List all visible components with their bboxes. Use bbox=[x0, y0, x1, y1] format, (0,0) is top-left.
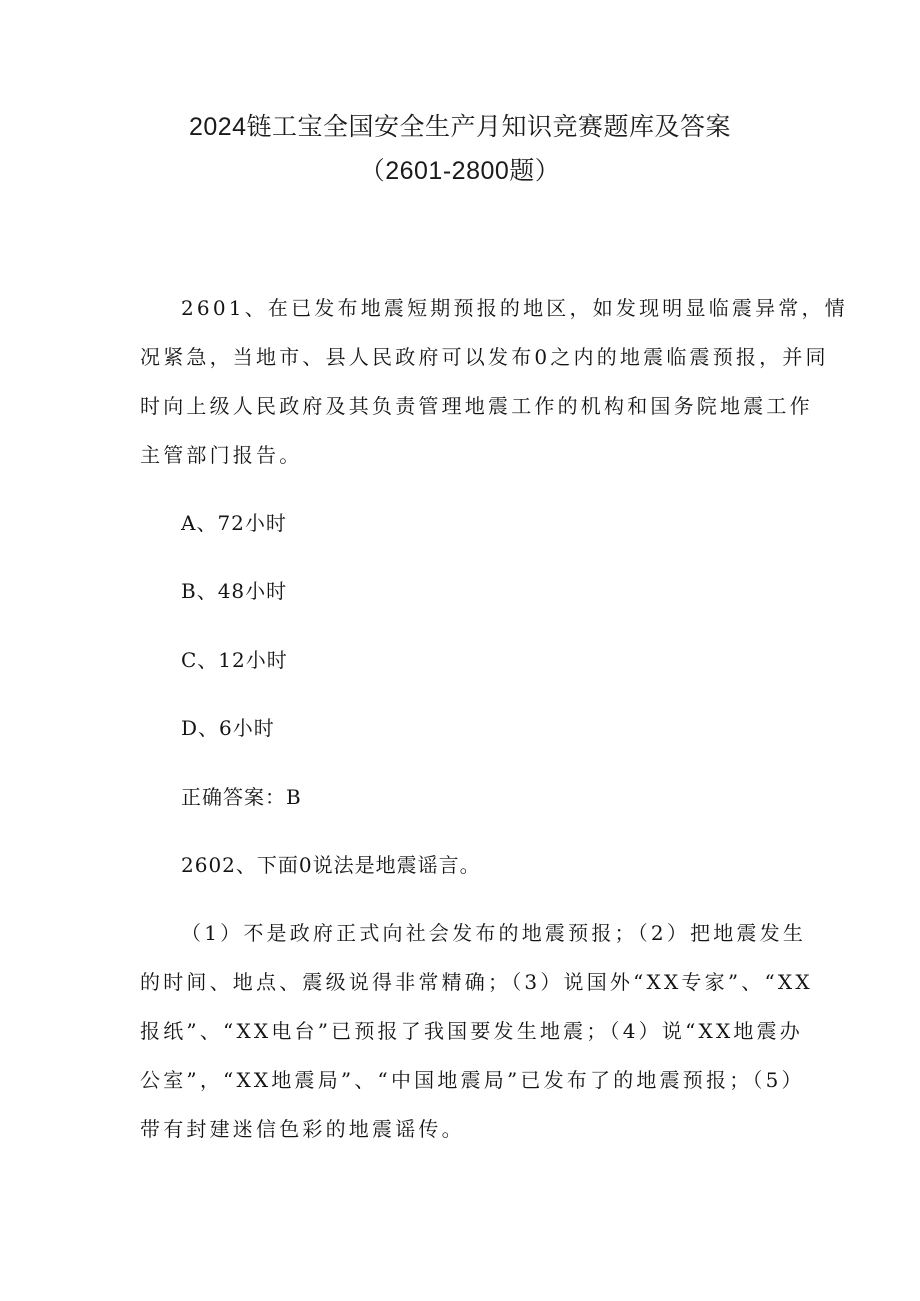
question-text-line: 2602、下面0说法是地震谣言。 bbox=[181, 853, 481, 877]
correct-answer: 正确答案：B bbox=[181, 785, 302, 809]
question-body-line: 公室”，“XX地震局”、“中国地震局”已发布了的地震预报；（5） bbox=[140, 1068, 805, 1092]
question-text-line: 况紧急，当地市、县人民政府可以发布0之内的地震临震预报，并同 bbox=[140, 345, 829, 369]
question-body-line: （1）不是政府正式向社会发布的地震预报；（2）把地震发生 bbox=[181, 921, 807, 945]
question-body-line: 带有封建迷信色彩的地震谣传。 bbox=[140, 1117, 465, 1141]
document-title: 2024链工宝全国安全生产月知识竞赛题库及答案 bbox=[188, 113, 732, 141]
option-b: B、48小时 bbox=[181, 579, 288, 603]
question-body-line: 的时间、地点、震级说得非常精确；（3）说国外“XX专家”、“XX bbox=[140, 970, 813, 994]
option-a: A、72小时 bbox=[181, 511, 287, 535]
document-subtitle: （2601-2800题） bbox=[359, 157, 561, 185]
question-body-line: 报纸”、“XX电台”已预报了我国要发生地震；（4）说“XX地震办 bbox=[140, 1019, 803, 1043]
question-text-line: 2601、在已发布地震短期预报的地区，如发现明显临震异常，情 bbox=[181, 296, 848, 320]
option-c: C、12小时 bbox=[181, 648, 288, 672]
option-d: D、6小时 bbox=[181, 716, 275, 740]
question-text-line: 主管部门报告。 bbox=[140, 443, 303, 467]
question-text-line: 时向上级人民政府及其负责管理地震工作的机构和国务院地震工作 bbox=[140, 394, 813, 418]
